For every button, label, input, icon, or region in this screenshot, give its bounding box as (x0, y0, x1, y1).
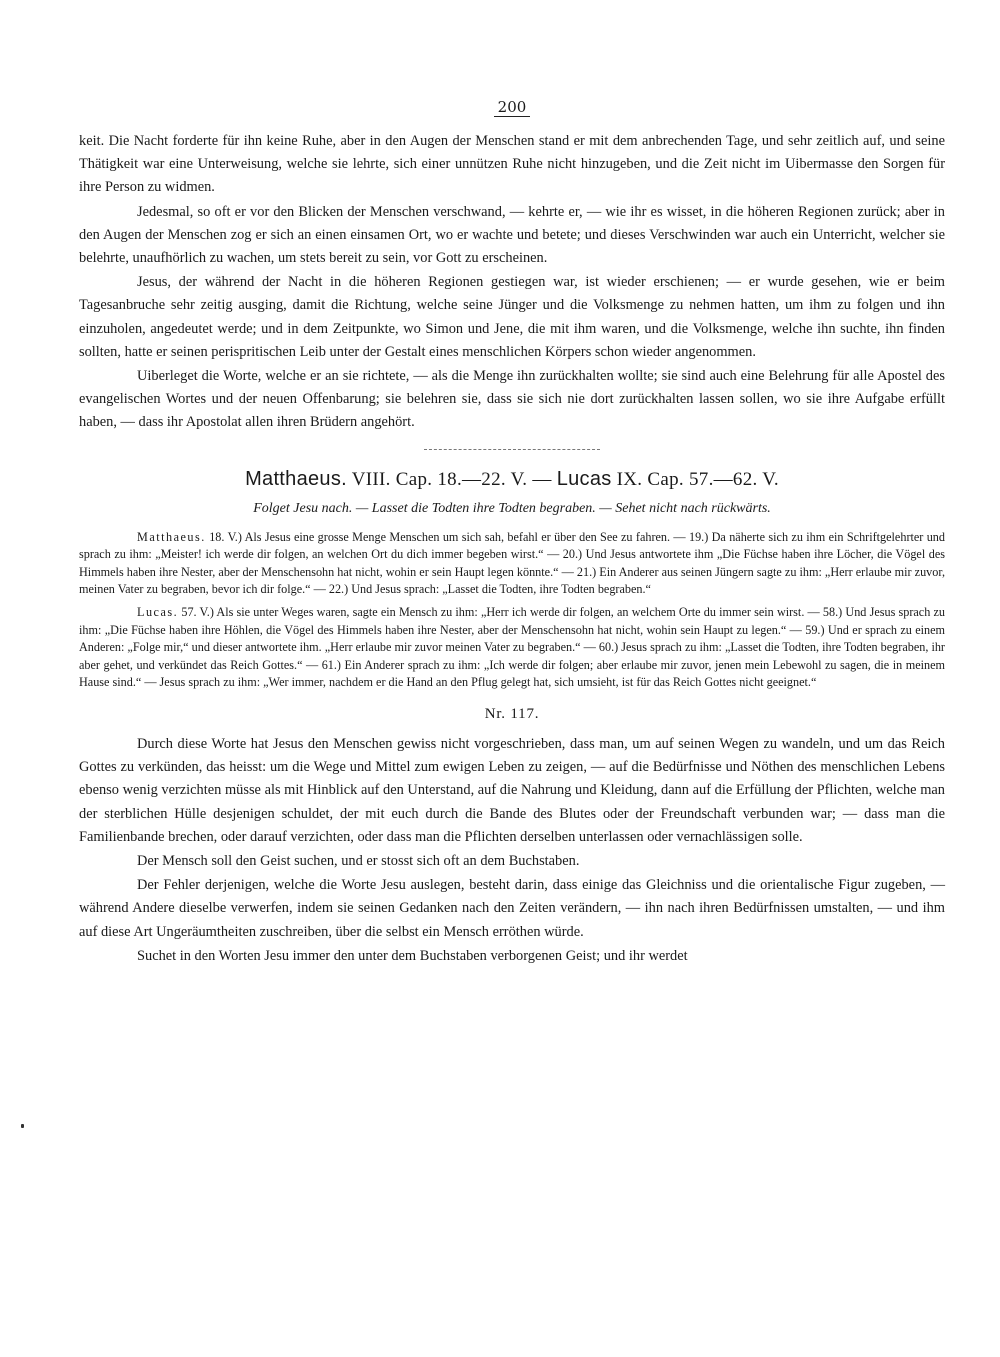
paragraph: Der Fehler derjenigen, welche die Worte Jesu auslegen, besteht darin, dass einige das Gleichniss und die orientalische Figur zugeben, — während Andere dieselbe verwerfen, indem sie seinen Gedanken nach den Zeiten verändern, — ihn nach ihren Bedürfnissen umstalten, — und ihm auf diese Art Ungeräumtheiten zuschreiben, über die selbst ein Mensch erröthen würde. (79, 877, 945, 940)
book-page (79, 98, 945, 968)
paragraph: Uiberleget die Worte, welche er an sie richtete, — als die Menge ihn zurückhalten wollte; sie sind auch eine Belehrung für alle Apostel des evangelischen Wortes und der neuen Offenbarung; sie belehren sie, dass sie sich nie dort zurückhalten lassen sollen, wo sie ihre Aufgabe erfüllt haben, — dass ihr Apostolat allen ihren Brüdern angehört. (79, 368, 945, 431)
section-subheading: Folget Jesu nach. — Lasset die Todten ihre Todten begraben. — Sehet nicht nach rückwärts. (253, 500, 771, 516)
intro-text (79, 130, 945, 435)
section-heading: Matthaeus. VIII. Cap. 18.—22. V. — Lucas IX. Cap. 57.—62. V. (245, 467, 779, 490)
commentary-text (79, 733, 945, 968)
paragraph: Der Mensch soll den Geist suchen, und er stosst sich oft an dem Buchstaben. (137, 853, 580, 869)
scripture-passage (79, 604, 945, 692)
paragraph: Jedesmal, so oft er vor den Blicken der Menschen verschwand, — kehrte er, — wie ihr es wisset, in die höheren Regionen zurück; aber in den Augen der Menschen zog er sich an einen einsamen Ort, wo er wachte und betete; und dieses Verschwinden war auch ein Unterricht, welcher sie belehrte, unaufhörlich zu wachen, um stets bereit zu sein, vor Gott zu erscheinen. (79, 203, 945, 267)
scripture-quotes (79, 529, 945, 692)
paragraph: keit. Die Nacht forderte für ihn keine Ruhe, aber in den Augen der Menschen stand er mit dem anbrechenden Tage, und sehr zeitlich auf, und seine Thätigkeit war eine Unterweisung, welche sie lehrte, sich einer unnützen Ruhe nicht hinzugeben, und die Zeit nicht im Uibermasse den Sorgen für ihre Person zu widmen. (79, 133, 945, 196)
passage-label: Lucas. (137, 605, 179, 620)
passage-text: 18. V.) Als Jesus eine grosse Menge Menschen um sich sah, befahl er über den See zu fahren. — 19.) Da näherte sich zu ihm ein Schriftgelehrter und sprach zu ihm: „Meister! ich werde dir folgen, an welchen Ort du dich immer begeben wirst.“ — 20.) Und Jesus antwortete ihm „Die Füchse haben ihre Löcher, die Vögel des Himmels haben ihre Nester, aber der Menschensohn hat nicht, wohin er sein Haupt legen könnte.“ — 21.) Ein Anderer aus seinen Jüngern sagte zu ihm: „Herr erlaube mir zuvor, meinen Vater zu begraben, bevor ich dir folge.“ — 22.) Und Jesus sprach: „Lasset die Todten, ihre Todten begraben.“ (79, 529, 945, 597)
scripture-passage (79, 529, 945, 599)
passage-label: Matthaeus. (137, 529, 206, 544)
passage-text: 57. V.) Als sie unter Weges waren, sagte ein Mensch zu ihm: „Herr ich werde dir folgen, an welchem Orte du immer sein wirst. — 58.) Und Jesus sprach zu ihm: „Die Füchse haben ihre Höhlen, die Vögel des Himmels haben ihre Nester, aber der Menschensohn hat nicht, wohin sein Haupt zu legen.“ — 59.) Und er sprach zu einem Anderen: „Folge mir,“ und dieser antwortete ihm. „Herr erlaube mir zuvor meinen Vater zu begraben.“ — 60.) Jesus sprach zu ihm: „Lasset die Todten, ihre Todten begraben, ihr aber gehet, und verkündet das Reich Gottes.“ — 61.) Ein Anderer sprach zu ihm: „Ich werde dir folgen; aber erlaube mir zuvor, jenen mein Lebewohl zu sagen, die in meinem Hause sind.“ — Jesus sprach zu ihm: „Wer immer, nachdem er die Hand an den Pflug gelegt hat, sich umsieht, ist für das Reich Gottes nicht geeignet.“ (79, 605, 946, 690)
commentary-number: Nr. 117. (484, 705, 540, 722)
page-number: 200 (79, 98, 945, 116)
paragraph: Durch diese Worte hat Jesus den Menschen gewiss nicht vorgeschrieben, dass man, um auf seinen Wegen zu wandeln, und um das Reich Gottes zu verkünden, das heisst: um die Wege und Mittel zum ewigen Leben zu zeigen, — auf die Bedürfnisse und Nöthen des menschlichen Lebens ebenso wenig verzichten müsse als mit Hinblick auf den Unterstand, auf die Nahrung und Kleidung, dann auf die Erfüllung der Pflichten, welche man der sterblichen Hülle desjenigen schuldet, der mit euch durch die Bande des Blutes oder der Freundschaft verbunden war; — dass man die Familienbande brechen, oder darauf verzichten, oder dass man die Pflichten derselben unterlassen oder vernachlässigen solle. (79, 735, 945, 845)
margin-mark (21, 1124, 24, 1128)
section-divider (424, 449, 600, 450)
paragraph: Jesus, der während der Nacht in die höheren Regionen gestiegen war, ist wieder erschienen; — er wurde gesehen, wie er beim Tagesanbruche sehr zeitig ausging, damit die Richtung, welche seine Jünger und die Volksmenge zu nehmen hatten, um ihm zu folgen und ihn einzuholen, angedeutet werde; und in dem Zeitpunkte, wo Simon und Jene, die mit ihm waren, und die Volksmenge, welche ihn suchte, ihn finden sollten, hatte er seinen perispritischen Leib unter der Gestalt eines menschlichen Körpers schon wieder angenommen. (79, 274, 945, 360)
paragraph: Suchet in den Worten Jesu immer den unter dem Buchstaben verborgenen Geist; und ihr werdet (137, 947, 688, 964)
